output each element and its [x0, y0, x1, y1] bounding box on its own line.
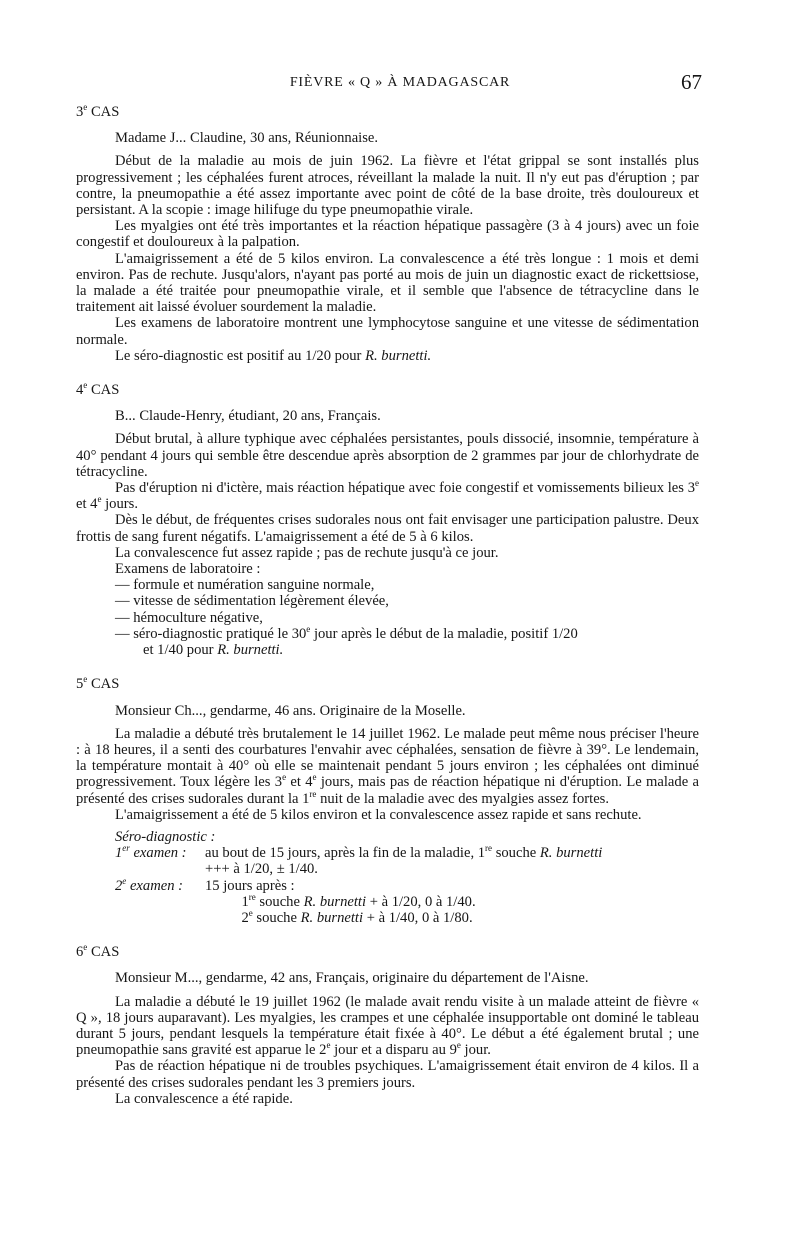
ordinal-sup: e [312, 772, 317, 783]
case-label: CAS [90, 676, 120, 693]
text: et 4 [76, 496, 98, 513]
exam-result-line: +++ à 1/20, ± 1/40. [205, 861, 318, 878]
case-number: 6 [76, 944, 84, 961]
ordinal-sup: e [248, 908, 253, 919]
text: 2 [241, 909, 249, 926]
sero-diagnostic-title [76, 829, 699, 845]
text: 2 [115, 877, 123, 894]
species-name: R. burnetti [303, 893, 367, 910]
case-number: 3 [76, 104, 84, 120]
text: nuit de la maladie avec des myalgies assez fortes. [316, 790, 609, 807]
patient-intro: Monsieur M..., gendarme, 42 ans, Français, originaire du département de l'Aisne. [115, 970, 589, 987]
case-number: 5 [76, 676, 84, 693]
text: Le séro-diagnostic est positif au 1/20 pour [115, 347, 366, 364]
case-label: CAS [90, 104, 120, 120]
exam-2 [115, 875, 699, 927]
page-number: 67 [681, 70, 702, 94]
ordinal-sup: re [485, 843, 493, 854]
paragraph: La convalescence a été rapide. [115, 1090, 293, 1107]
paragraph: Début brutal, à allure typhique avec céphalées persistantes, pouls dissocié, insomnie, température à 40° pendant 4 jours qui semble être descendue après absorption de 2 grammes par jour de chlorhydrate de tétracycline. [76, 431, 699, 480]
exam-label [115, 845, 205, 877]
paragraph: La convalescence fut assez rapide ; pas de rechute jusqu'à ce jour. [115, 544, 499, 561]
list-item: — formule et numération sanguine normale, [115, 577, 375, 594]
text: examen : [129, 845, 187, 862]
text: souche [255, 893, 304, 910]
ordinal-sup: e [306, 624, 311, 635]
text: 1 [241, 893, 249, 910]
ordinal-sup: e [83, 102, 88, 113]
ordinal-sup: e [83, 942, 88, 953]
text: La maladie a débuté le 19 juillet 1962 (le malade avait rendu visite à un malade atteint de fièvre « Q », 18 jours auparavant). Les myalgies, les crampes et une céphalée insupportable ont dominé le tableau durant 5 jours, pendant lesquels la température était fixée à 40°. Le début a été également brutal ; une pneumopathie sans gravité est apparue le 2 [76, 993, 699, 1059]
case-heading [76, 104, 699, 120]
ordinal-sup: e [326, 1040, 331, 1051]
paragraph: L'amaigrissement a été de 5 kilos environ. La convalescence a été très longue : 1 mois et demi environ. Pas de rechute. Jusqu'alors, n'ayant pas porté au mois de juin un diagnostic exact de rickettsiose, la malade a été traitée pour pneumopathie virale, et il semble que l'absence de tétracycline dans le traitement ait laissé évoluer sourdement la maladie. [76, 250, 699, 316]
case-3 [76, 104, 699, 364]
text: jour et a disparu au 9 [330, 1042, 457, 1059]
species-name: R. burnetti [300, 909, 364, 926]
text: Séro-diagnostic : [115, 828, 216, 845]
paragraph [76, 348, 699, 364]
text: et 4 [286, 774, 313, 791]
labs-title: Examens de laboratoire : [115, 561, 261, 578]
list-item [115, 626, 699, 658]
text: 1 [115, 845, 123, 862]
case-6 [76, 944, 699, 1107]
text: jours, mais pas de réaction hépatique ni d'éruption. Le malade a présenté des crises sudorales durant la 1 [76, 774, 699, 807]
ordinal-sup: e [97, 494, 102, 505]
species-name: R. burnetti. [217, 642, 284, 659]
case-label: CAS [90, 382, 120, 399]
ordinal-sup: er [122, 843, 130, 854]
ordinal-sup: re [248, 891, 256, 902]
text: + à 1/20, 0 à 1/40. [366, 893, 476, 910]
exam-result-line [205, 891, 699, 910]
text: 15 jours après : [205, 877, 295, 894]
exam-label [115, 875, 205, 927]
text: examen : [126, 877, 184, 894]
text: — séro-diagnostic pratiqué le 30 [115, 625, 307, 642]
list-item: — vitesse de sédimentation légèrement élevée, [115, 593, 389, 610]
text: + à 1/40, 0 à 1/80. [363, 909, 473, 926]
ordinal-sup: e [122, 875, 127, 886]
ordinal-sup: e [695, 478, 699, 489]
paragraph [76, 480, 699, 512]
paragraph: Pas de réaction hépatique ni de troubles psychiques. L'amaigrissement était environ de 4 kilos. Il a présenté des crises sudorales pendant les 3 premiers jours. [76, 1058, 699, 1091]
text: au bout de 15 jours, après la fin de la maladie, 1 [205, 845, 486, 862]
paragraph: Les examens de laboratoire montrent une lymphocytose sanguine et une vitesse de sédimentation normale. [76, 315, 699, 348]
text: et 1/40 pour [143, 642, 218, 659]
text: souche [252, 909, 301, 926]
paragraph: L'amaigrissement a été de 5 kilos environ et la convalescence assez rapide et sans rechute. [115, 806, 642, 823]
ordinal-sup: re [309, 788, 317, 799]
paragraph [76, 726, 699, 807]
text: souche [492, 845, 540, 862]
case-heading [76, 676, 699, 692]
ordinal-sup: e [83, 674, 88, 685]
running-title: FIÈVRE « Q » À MADAGASCAR [289, 75, 511, 90]
text: Pas d'éruption ni d'ictère, mais réaction hépatique avec foie congestif et vomissements bilieux les 3 [115, 480, 695, 497]
patient-intro: B... Claude-Henry, étudiant, 20 ans, Français. [115, 408, 381, 425]
exam-result [205, 878, 699, 927]
case-number: 4 [76, 382, 84, 399]
list-item-continuation [115, 642, 699, 658]
list-item: — hémoculture négative, [115, 609, 263, 626]
paragraph: Les myalgies ont été très importantes et la réaction hépatique passagère (3 à 4 jours) avec un foie congestif et douloureux à la palpation. [76, 218, 699, 251]
patient-intro: Madame J... Claudine, 30 ans, Réunionnaise. [115, 130, 379, 147]
exam-result [205, 845, 699, 877]
species-name: R. burnetti. [365, 347, 432, 364]
paragraph: Début de la maladie au mois de juin 1962. La fièvre et l'état grippal se sont installés plus progressivement ; les céphalées furent atroces, réveillant la malade la nuit. Il n'y eut pas d'éruption ; par contre, la pneumopathie a été assez importante avec point de côté de la base droite, très douloureux et persistant. A la scopie : image hilifuge du type pneumopathie virale. [76, 153, 699, 219]
paragraph: Dès le début, de fréquentes crises sudorales nous ont fait envisager une participation palustre. Deux frottis de sang furent négatifs. L'amaigrissement a été de 5 à 6 kilos. [76, 512, 699, 545]
case-heading [76, 382, 699, 398]
text: La maladie a débuté très brutalement le 14 juillet 1962. Le malade peut même nous préciser l'heure : à 18 heures, il a senti des courbatures l'envahir avec céphalées, sensation de fièvre à 39°. Le lendemain, la température montait à 40° où elle se maintenait pendant 5 jours environ ; les céphalées ont diminué progressivement. Toux légère les 3 [76, 725, 699, 791]
exam-result-line [205, 910, 699, 926]
text: jours. [101, 496, 138, 513]
ordinal-sup: e [456, 1040, 461, 1051]
ordinal-sup: e [83, 380, 88, 391]
text: jour après le début de la maladie, positif 1/20 [310, 625, 578, 642]
exam-1 [115, 845, 699, 877]
case-label: CAS [90, 944, 120, 961]
labs-list [76, 577, 699, 658]
page-body [76, 104, 699, 1125]
case-5 [76, 676, 699, 926]
patient-intro: Monsieur Ch..., gendarme, 46 ans. Originaire de la Moselle. [115, 702, 466, 719]
case-4 [76, 382, 699, 658]
text: jour. [460, 1042, 491, 1059]
case-heading [76, 944, 699, 960]
paragraph [76, 994, 699, 1059]
species-name: R. burnetti [539, 845, 603, 862]
ordinal-sup: e [282, 772, 287, 783]
